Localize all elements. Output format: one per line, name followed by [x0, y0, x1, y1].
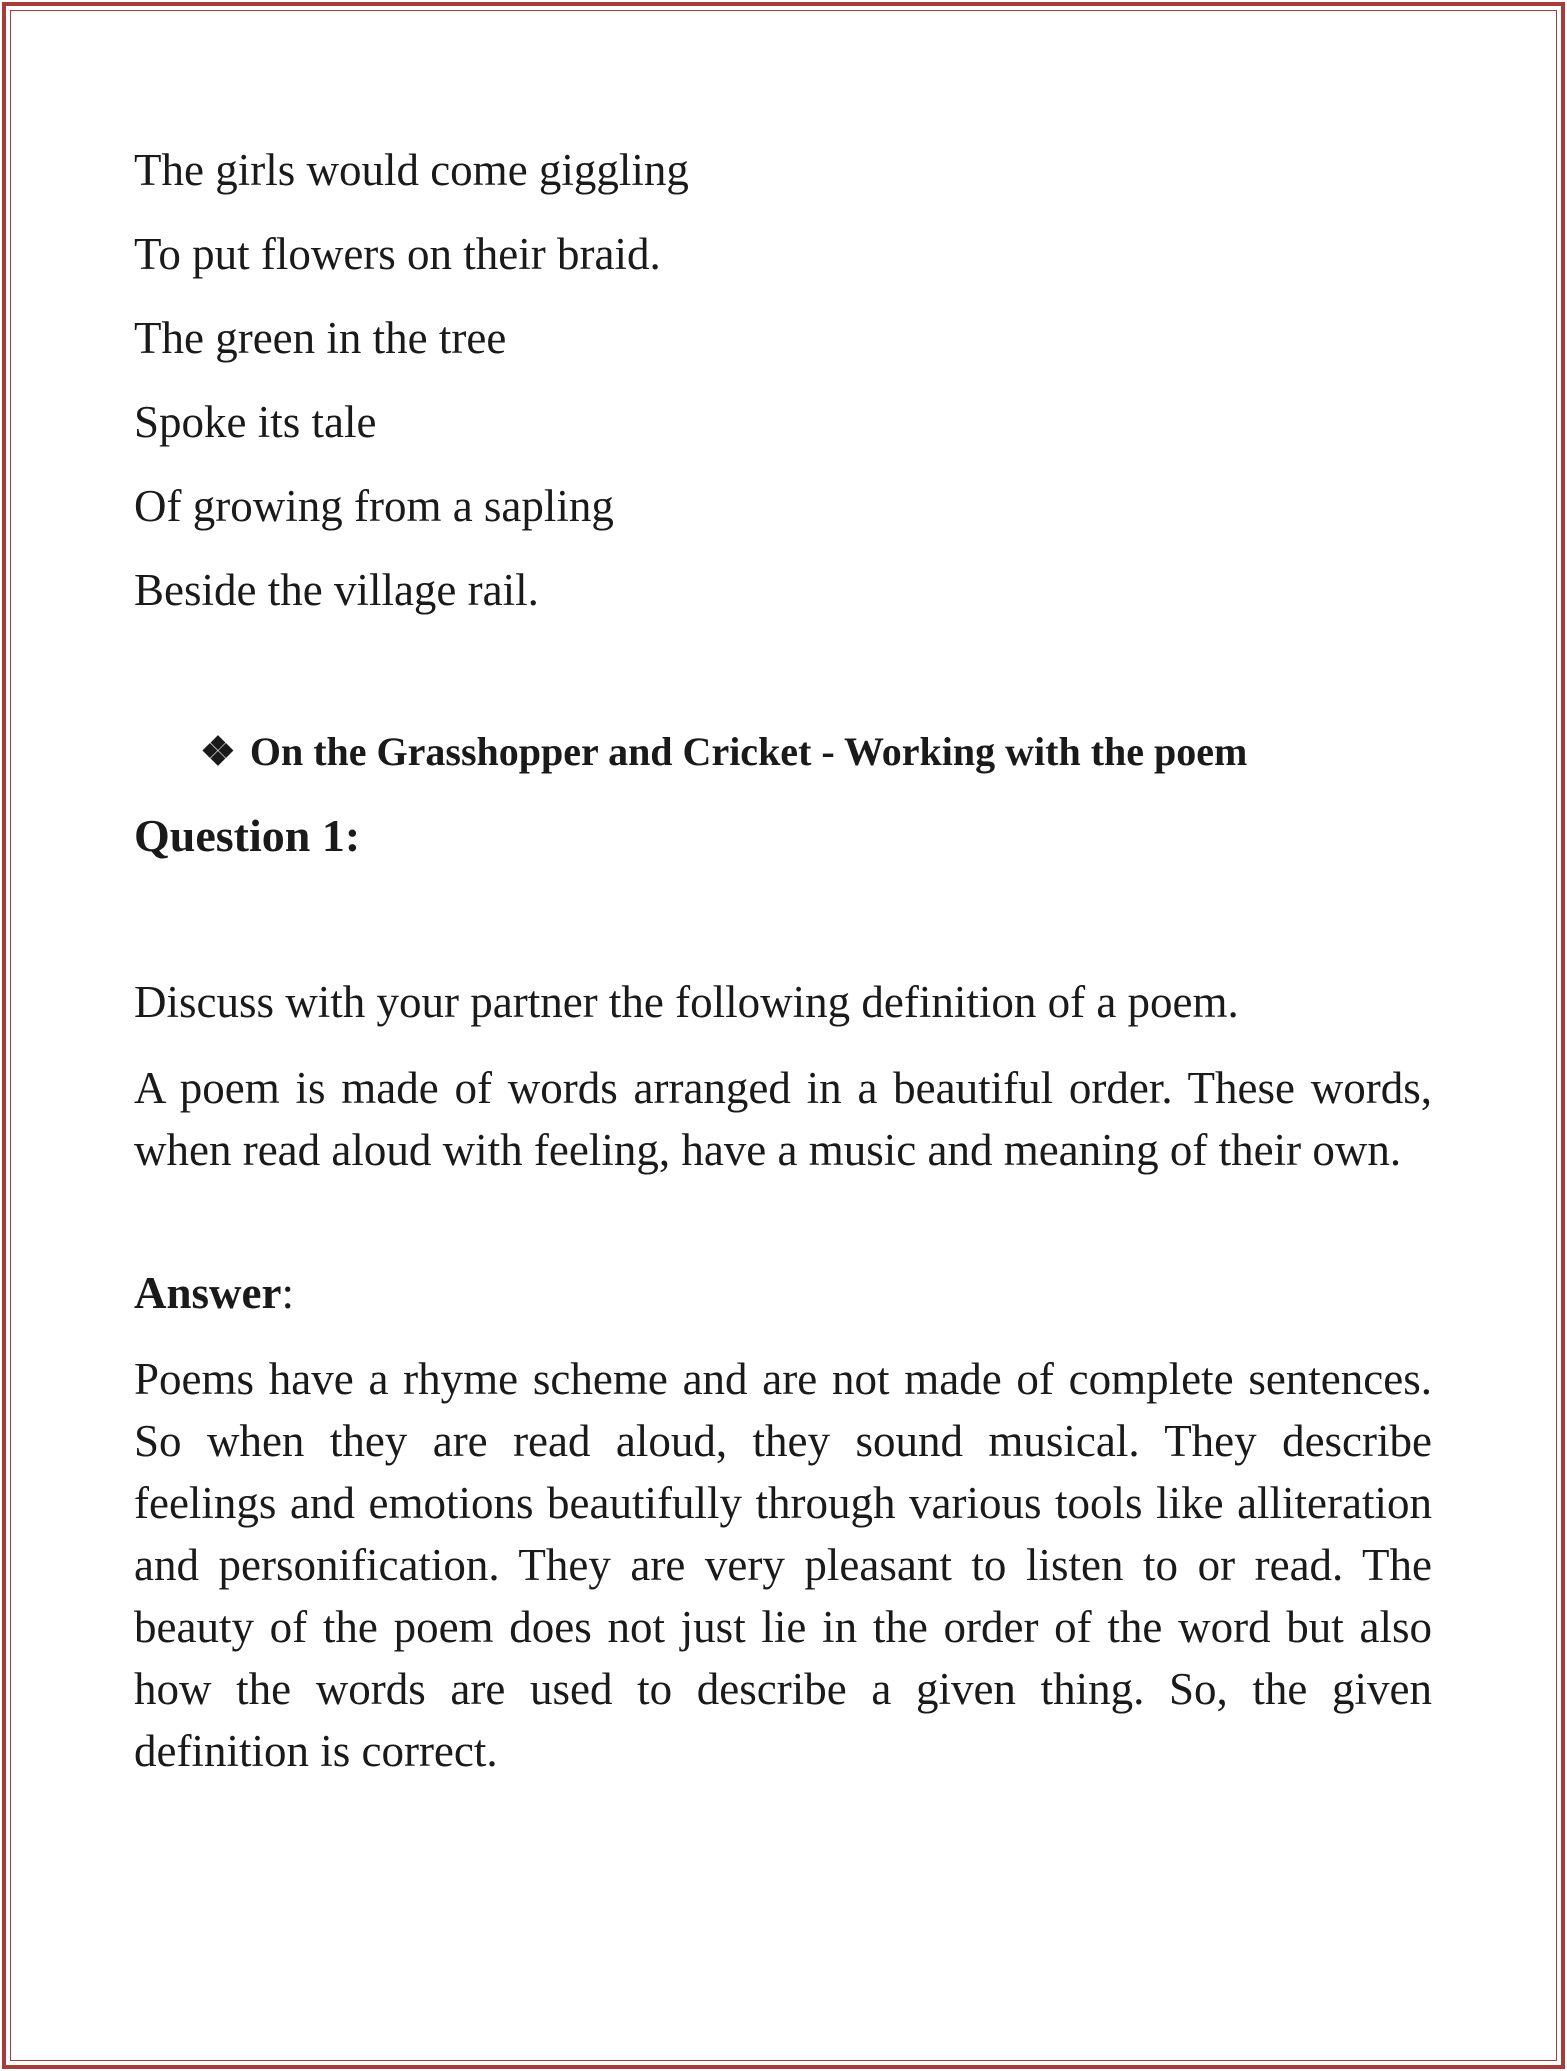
poem-definition: A poem is made of words arranged in a beautiful order. These words, when read aloud with feeling, have a music and meaning of their own. [134, 1063, 1432, 1175]
answer-label-text: Answer [134, 1268, 282, 1318]
section-heading-text: On the Grasshopper and Cricket - Working with the poem [249, 729, 1248, 774]
question-label: Question 1: [134, 810, 361, 861]
poem-line-2: To put flowers on their braid. [134, 229, 661, 279]
poem-line-6: Beside the village rail. [134, 565, 539, 615]
poem-line-3: The green in the tree [134, 313, 507, 363]
section-heading [200, 724, 1247, 780]
poem-line-1: The girls would come giggling [134, 145, 689, 195]
poem-line-5: Of growing from a sapling [134, 481, 614, 531]
diamond-bullet-icon: ❖ [200, 729, 236, 774]
poem-line-4: Spoke its tale [134, 397, 377, 447]
answer-label-colon: : [281, 1268, 294, 1318]
question-prompt: Discuss with your partner the following definition of a poem. [134, 977, 1239, 1027]
answer-label [134, 1262, 294, 1324]
answer-text: Poems have a rhyme scheme and are not made of complete sentences. So when they are read aloud, they sound musical. They describe feelings and emotions beautifully through various tools like alliteration and personification. They are very pleasant to listen to or read. The beauty of the poem does not just lie in the order of the word but also how the words are used to describe a given thing. So, the given definition is correct. [134, 1354, 1432, 1776]
poem-excerpt [134, 128, 1434, 632]
